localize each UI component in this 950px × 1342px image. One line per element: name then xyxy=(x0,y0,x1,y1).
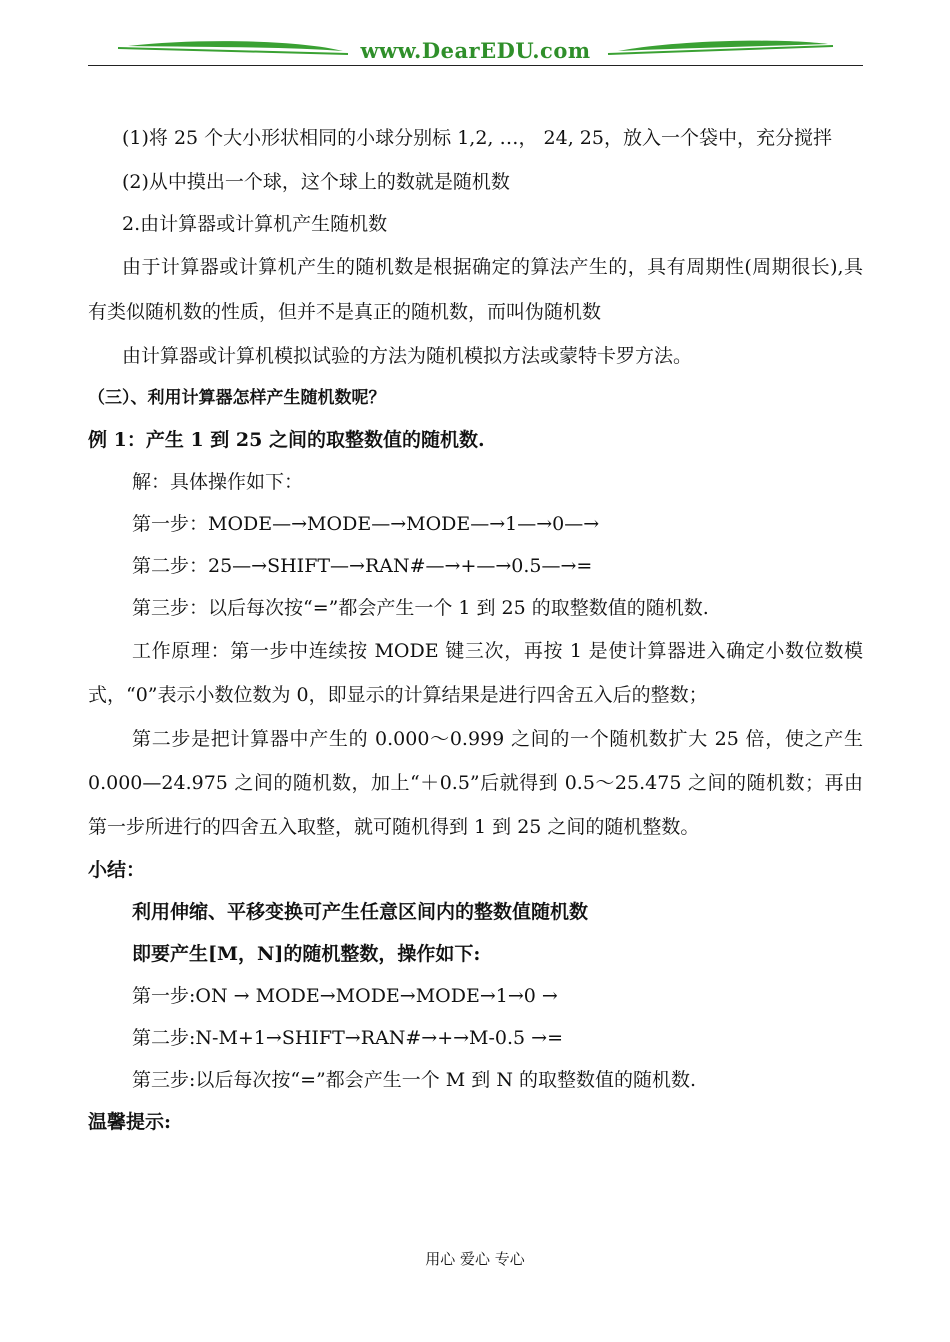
paragraph-5: 由计算器或计算机模拟试验的方法为随机模拟方法或蒙特卡罗方法。 xyxy=(122,345,693,367)
principle-2-text: 第二步是把计算器中产生的 0.000～0.999 之间的一个随机数扩大 25 倍，使之产生 0.000—24.975 之间的随机数，加上“＋0.5”后就得到 0.5～25.475 之间的随机数；再由第一步所进行的四舍五入取整，就可随机得到 1 到 25 之间的随机整数。 xyxy=(88,728,863,838)
solution-line: 解：具体操作如下： xyxy=(132,471,304,493)
principle-paragraph xyxy=(88,629,863,717)
tip-heading: 温馨提示: xyxy=(88,1111,172,1133)
site-logo-text: www.DearEDU.com xyxy=(360,38,591,63)
general-step-2: 第二步:N-M+1→SHIFT→RAN#→+→M-0.5 →= xyxy=(132,1027,563,1049)
step-1: 第一步：MODE—→MODE—→MODE—→1—→0—→ xyxy=(132,513,600,535)
summary-line-2: 即要产生[M，N]的随机整数，操作如下: xyxy=(132,943,481,965)
header-divider xyxy=(88,65,863,66)
step-2: 第二步：25—→SHIFT—→RAN#—→+—→0.5—→= xyxy=(132,555,593,577)
section-heading-3: （三）、利用计算器怎样产生随机数呢？ xyxy=(88,388,386,408)
paragraph-1 xyxy=(88,116,863,161)
document-body xyxy=(88,116,863,1143)
summary-heading: 小结： xyxy=(88,859,146,881)
paragraph-4 xyxy=(88,245,863,335)
general-step-1: 第一步:ON → MODE→MODE→MODE→1→0 → xyxy=(132,985,558,1007)
paragraph-1-text: (1)将 25 个大小形状相同的小球分别标 1,2, …， 24, 25，放入一个袋中，充分搅拌 xyxy=(122,127,832,149)
summary-line-1: 利用伸缩、平移变换可产生任意区间内的整数值随机数 xyxy=(132,901,589,923)
general-step-3: 第三步:以后每次按“=”都会产生一个 M 到 N 的取整数值的随机数. xyxy=(132,1069,697,1091)
step-3: 第三步：以后每次按“=”都会产生一个 1 到 25 的取整数值的随机数. xyxy=(132,597,709,619)
paragraph-4-text: 由于计算器或计算机产生的随机数是根据确定的算法产生的，具有周期性(周期很长),具有类似随机数的性质，但并不是真正的随机数，而叫伪随机数 xyxy=(88,256,863,323)
page-header xyxy=(88,34,863,70)
principle-paragraph-2 xyxy=(88,717,863,849)
paragraph-2: (2)从中摸出一个球，这个球上的数就是随机数 xyxy=(122,171,510,193)
principle-text: 工作原理：第一步中连续按 MODE 键三次，再按 1 是使计算器进入确定小数位数模式，“0”表示小数位数为 0，即显示的计算结果是进行四舍五入后的整数； xyxy=(88,640,863,706)
page-footer: 用心 爱心 专心 xyxy=(425,1250,525,1268)
example-1-heading: 例 1：产生 1 到 25 之间的取整数值的随机数. xyxy=(88,429,485,451)
paragraph-3: 2.由计算器或计算机产生随机数 xyxy=(122,213,388,235)
